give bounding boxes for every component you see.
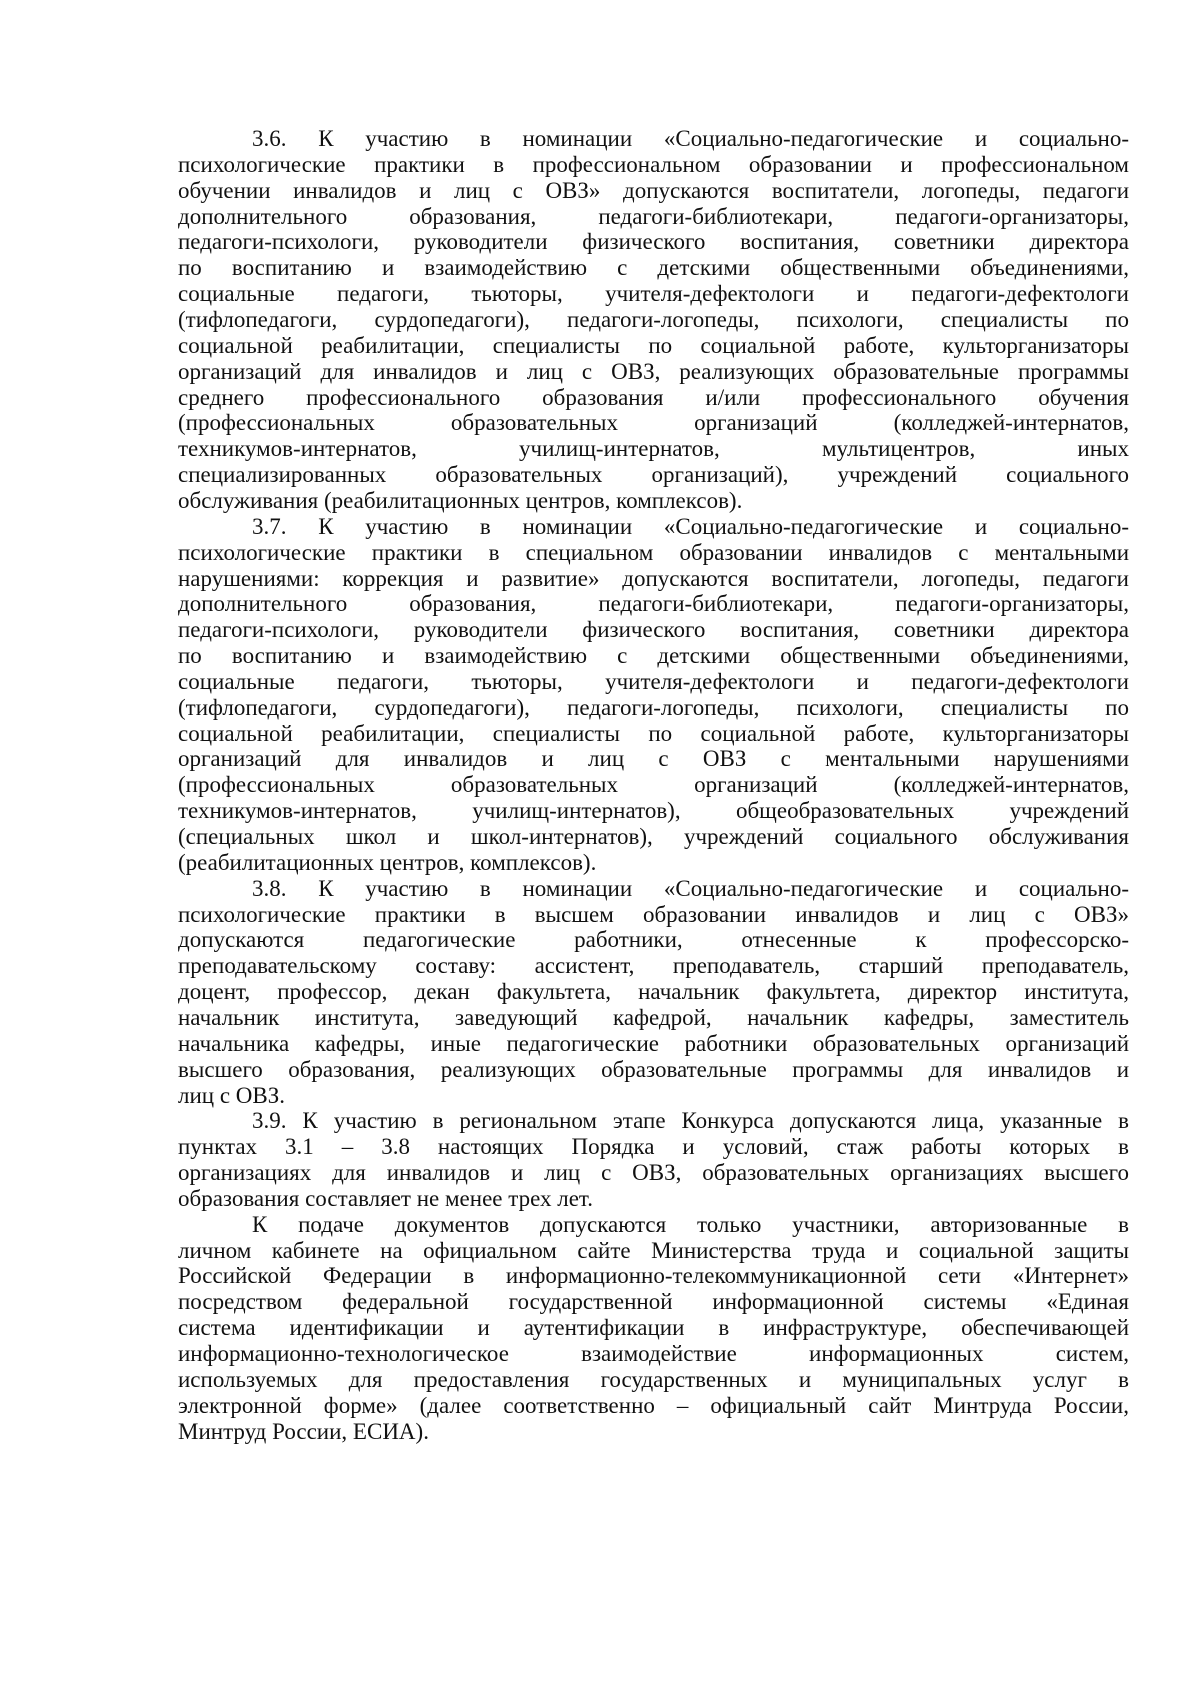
text-line: техникумов-интернатов, училищ-интернатов, мультицентров, иных: [178, 436, 1129, 462]
text-line: пунктах 3.1 – 3.8 настоящих Порядка и условий, стаж работы которых в: [178, 1134, 1129, 1160]
text-line: Российской Федерации в информационно-телекоммуникационной сети «Интернет»: [178, 1263, 1129, 1289]
text-line: социальные педагоги, тьюторы, учителя-дефектологи и педагоги-дефектологи: [178, 281, 1129, 307]
text-line: (профессиональных образовательных организаций (колледжей-интернатов,: [178, 772, 1129, 798]
text-line: преподавательскому составу: ассистент, преподаватель, старший преподаватель,: [178, 953, 1129, 979]
text-line: личном кабинете на официальном сайте Министерства труда и социальной защиты: [178, 1237, 1129, 1263]
text-line: по воспитанию и взаимодействию с детскими общественными объединениями,: [178, 255, 1129, 281]
text-line: (тифлопедагоги, сурдопедагоги), педагоги-логопеды, психологи, специалисты по: [178, 694, 1129, 720]
text-line: психологические практики в профессиональном образовании и профессиональном: [178, 151, 1129, 177]
text-line: нарушениями: коррекция и развитие» допускаются воспитатели, логопеды, педагоги: [178, 565, 1129, 591]
text-line: дополнительного образования, педагоги-библиотекари, педагоги-организаторы,: [178, 203, 1129, 229]
text-line: доцент, профессор, декан факультета, начальник факультета, директор института,: [178, 979, 1129, 1005]
text-line: образования составляет не менее трех лет.: [178, 1185, 593, 1211]
text-line: 3.6. К участию в номинации «Социально-педагогические и социально-: [252, 126, 1129, 151]
text-line: лиц с ОВЗ.: [178, 1082, 286, 1108]
text-line: система идентификации и аутентификации в инфраструктуре, обеспечивающей: [178, 1315, 1129, 1341]
text-line: социальной реабилитации, специалисты по социальной работе, культорганизаторы: [178, 720, 1129, 746]
text-line: техникумов-интернатов, училищ-интернатов), общеобразовательных учреждений: [178, 798, 1129, 824]
text-line: (специальных школ и школ-интернатов), учреждений социального обслуживания: [178, 824, 1129, 849]
text-line: социальной реабилитации, специалисты по социальной работе, культорганизаторы: [178, 332, 1129, 358]
text-line: психологические практики в высшем образовании инвалидов и лиц с ОВЗ»: [178, 901, 1129, 927]
text-line: организаций для инвалидов и лиц с ОВЗ с ментальными нарушениями: [178, 746, 1129, 772]
text-line: психологические практики в специальном образовании инвалидов с ментальными: [178, 539, 1129, 565]
text-line: (реабилитационных центров, комплексов).: [178, 849, 597, 875]
text-line: педагоги-психологи, руководители физического воспитания, советники директора: [178, 617, 1129, 643]
text-line: К подаче документов допускаются только участники, авторизованные в: [252, 1211, 1129, 1237]
text-line: 3.9. К участию в региональном этапе Конкурса допускаются лица, указанные в: [252, 1108, 1129, 1134]
text-line: по воспитанию и взаимодействию с детскими общественными объединениями,: [178, 643, 1129, 668]
text-line: специализированных образовательных организаций), учреждений социального: [178, 462, 1129, 488]
text-line: электронной форме» (далее соответственно – официальный сайт Минтруда России,: [178, 1392, 1129, 1418]
text-line: высшего образования, реализующих образовательные программы для инвалидов и: [178, 1056, 1129, 1082]
text-line: (тифлопедагоги, сурдопедагоги), педагоги-логопеды, психологи, специалисты по: [178, 307, 1129, 332]
text-line: организаций для инвалидов и лиц с ОВЗ, реализующих образовательные программы: [178, 358, 1129, 384]
text-line: дополнительного образования, педагоги-библиотекари, педагоги-организаторы,: [178, 591, 1129, 617]
text-line: начальник института, заведующий кафедрой, начальник кафедры, заместитель: [178, 1004, 1129, 1030]
text-line: среднего профессионального образования и/или профессионального обучения: [178, 384, 1129, 410]
text-line: используемых для предоставления государственных и муниципальных услуг в: [178, 1366, 1129, 1392]
text-line: организациях для инвалидов и лиц с ОВЗ, образовательных организациях высшего: [178, 1160, 1129, 1185]
text-line: обучении инвалидов и лиц с ОВЗ» допускаются воспитатели, логопеды, педагоги: [178, 177, 1129, 203]
text-line: Минтруд России, ЕСИА).: [178, 1418, 429, 1444]
text-line: социальные педагоги, тьюторы, учителя-дефектологи и педагоги-дефектологи: [178, 668, 1129, 694]
text-line: посредством федеральной государственной информационной системы «Единая: [178, 1289, 1129, 1315]
text-line: информационно-технологическое взаимодействие информационных систем,: [178, 1341, 1129, 1366]
text-line: 3.8. К участию в номинации «Социально-педагогические и социально-: [252, 875, 1129, 901]
text-line: допускаются педагогические работники, отнесенные к профессорско-: [178, 927, 1129, 953]
text-line: педагоги-психологи, руководители физического воспитания, советники директора: [178, 229, 1129, 255]
text-line: начальника кафедры, иные педагогические работники образовательных организаций: [178, 1030, 1129, 1056]
text-line: (профессиональных образовательных организаций (колледжей-интернатов,: [178, 410, 1129, 436]
text-line: обслуживания (реабилитационных центров, комплексов).: [178, 487, 743, 513]
text-line: 3.7. К участию в номинации «Социально-педагогические и социально-: [252, 513, 1129, 539]
